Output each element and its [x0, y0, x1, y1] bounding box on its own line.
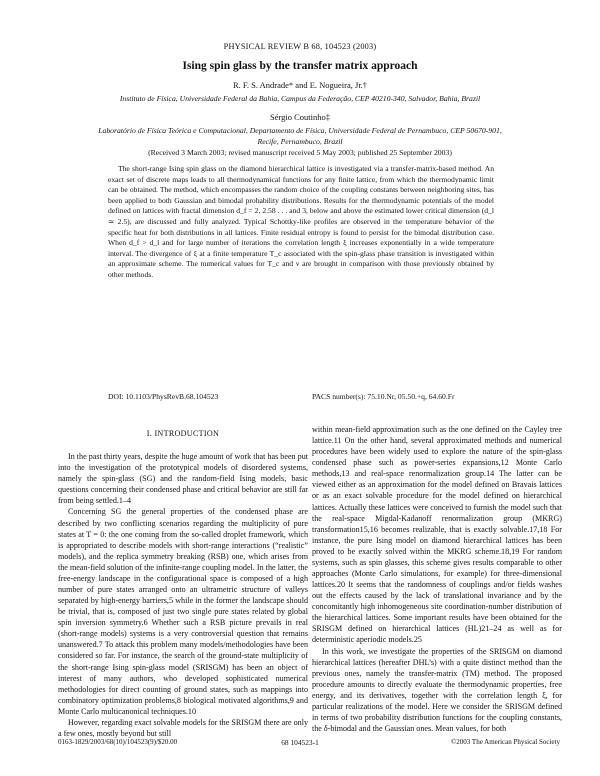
affiliation-2: [40, 125, 560, 147]
paragraph: However, regarding exact solvable models for the SRISGM there are only a few ones, mostly beyond but still: [58, 717, 308, 739]
paragraph: within mean-field approximation such as the one defined on the Cayley tree lattice.11 On the other hand, several approximated methods and numerical procedures have been widely used to explore the nature of the spin-glass condensed phase such as power-series expansions,12 Monte Carlo methods,13 and real-space renormalization group.14 The latter can be viewed either as an approximation for the model defined on Bravais lattices or as an exact solvable procedure for the model defined on hierarchical lattices. Actually these lattices were conceived to furnish the model such that the real-space Migdal-Kadanoff renormalization group (MKRG) transformation15,16 becomes realizable, that is exactly solvable.17,18 For instance, the pure Ising model on diamond hierarchical lattices has been proved to be exactly solved within the MKRG scheme.18,19 For random systems, such as spin glasses, this scheme gives results comparable to other approaches (Monte Carlo simulations, for example) for three-dimensional lattices.20 It seems that the randomness of couplings and/or fields washes out the effects caused by the lack of translational invariance and by the concomitantly high inhomogeneous site coordination-number distribution of the hierarchical lattices. Some important results have been obtained for the SRISGM defined on hierarchical lattices (HL)21–24 as well as for deterministic aperiodic models.25: [312, 425, 562, 645]
doi-link[interactable]: DOI: 10.1103/PhysRevB.68.104523: [108, 392, 219, 401]
copyright: ©2003 The American Physical Society: [450, 738, 560, 746]
pacs-numbers: PACS number(s): 75.10.Nr, 05.50.+q, 64.60.Fr: [312, 392, 455, 401]
affiliation-2-line-2: Recife, Pernambuco, Brazil: [257, 137, 343, 146]
journal-header: PHYSICAL REVIEW B 68, 104523 (2003): [223, 42, 377, 51]
right-column: [312, 424, 562, 734]
paragraph: In the past thirty years, despite the huge amount of work that has been put into the investigation of the prototypical models of disordered systems, namely the spin-glass (SG) and the random-field Ising models, basic questions concerning their condensed phase and critical behavior are still far from being settled.1–4: [58, 452, 308, 506]
paragraph: In this work, we investigate the properties of the SRISGM on diamond hierarchical lattices (hereafter DHL’s) with a quite distinct method than the previous ones, namely the transfer-matrix (TM) method. The proposed procedure amounts to directly evaluate the thermodynamic properties, free energy, and its derivatives, together with the correlation length ξ, for particular realizations of the model. Here we consider the SRISGM defined in terms of two probability distribution functions for the coupling constants, the δ-bimodal and the Gaussian ones. Mean values, for both: [312, 646, 562, 734]
abstract: The short-range Ising spin glass on the diamond hierarchical lattice is investigated via a transfer-matrix-based method. An exact set of discrete maps leads to all thermodynamical functions for any finite lattice, from which the thermodynamic limit can be obtained. The method, which encompasses the random choice of the coupling constants between neighboring sites, has been applied to both Gaussian and bimodal probability distributions. Results for the thermodynamic potentials of the model defined on lattices with fractal dimension d_f = 2, 2.58 . . . and 3, below and above the estimated lower critical dimension (d_l ≃ 2.5), are discussed and fully analyzed. Typical Schottky-like profiles are observed in the temperature behavior of the specific heat for both distributions in all lattices. Finite residual entropy is found to persist for the bimodal distribution case. When d_f > d_l and for large number of iterations the correlation length ξ increases exponentially in a wide temperature interval. The divergence of ξ at a finite temperature T_c associated with the spin-glass phase transition is investigated within an approximate scheme. The numerical values for T_c and ν are brought in comparison with those previously obtained by other methods.: [108, 164, 494, 279]
received-dates: (Received 3 March 2003; revised manuscript received 5 May 2003; published 25 September 2003): [148, 148, 452, 157]
authors-line: R. F. S. Andrade* and E. Nogueira, Jr.†: [232, 80, 368, 90]
paragraph: Concerning SG the general properties of the condensed phase are described by two conflicting scenarios regarding the multiplicity of pure states at T = 0: the one coming from the so-called droplet framework, which is appropriated to describe models with short-range interactions (“realistic” models), and the replica symmetry breaking (RSB) one, which arises from the mean-field solution of the infinite-range coupling model. In the latter, the free-energy landscape in the configurational space is composed of a high number of pure states arranged onto an ultrametric structure of valleys separated by high-energy barriers,5 while in the former the landscape should be trivial, that is, composed of just two single pure states related by global spin inversion symmetry.6 Whether such a RSB picture prevails in real (short-range models) systems is a very controversial question that remains unanswered.7 To attack this problem many models/methodologies have been considered so far. For instance, the search of the ground-state multiplicity of the short-range Ising spin-glass model (SRISGM) has been an object of interest of many authors, who developed sophisticated numerical methodologies for direct counting of ground states, such as mappings into combinatory optimization problems,8 biological motivated algorithms,9 and Monte Carlo multicanonical techniques.10: [58, 507, 308, 716]
page-number: 68 104523-1: [281, 738, 319, 747]
paper-title: Ising spin glass by the transfer matrix approach: [182, 60, 418, 72]
section-heading: I. INTRODUCTION: [146, 429, 220, 438]
footer-code: 0163-1829/2003/68(10)/104523(9)/$20.00: [58, 738, 178, 746]
affiliation-1: Instituto de Física, Universidade Federal da Bahia, Campus da Federação, CEP 40210-340, Salvador, Bahia, Brazil: [119, 94, 481, 103]
affiliation-2-line-1: Laboratório de Física Teórica e Computacional, Departamento de Física, Universidade Federal de Pernambuco, CEP 50670-901,: [98, 126, 502, 135]
left-column: [58, 422, 308, 739]
author-2: Sérgio Coutinho‡: [269, 112, 331, 122]
